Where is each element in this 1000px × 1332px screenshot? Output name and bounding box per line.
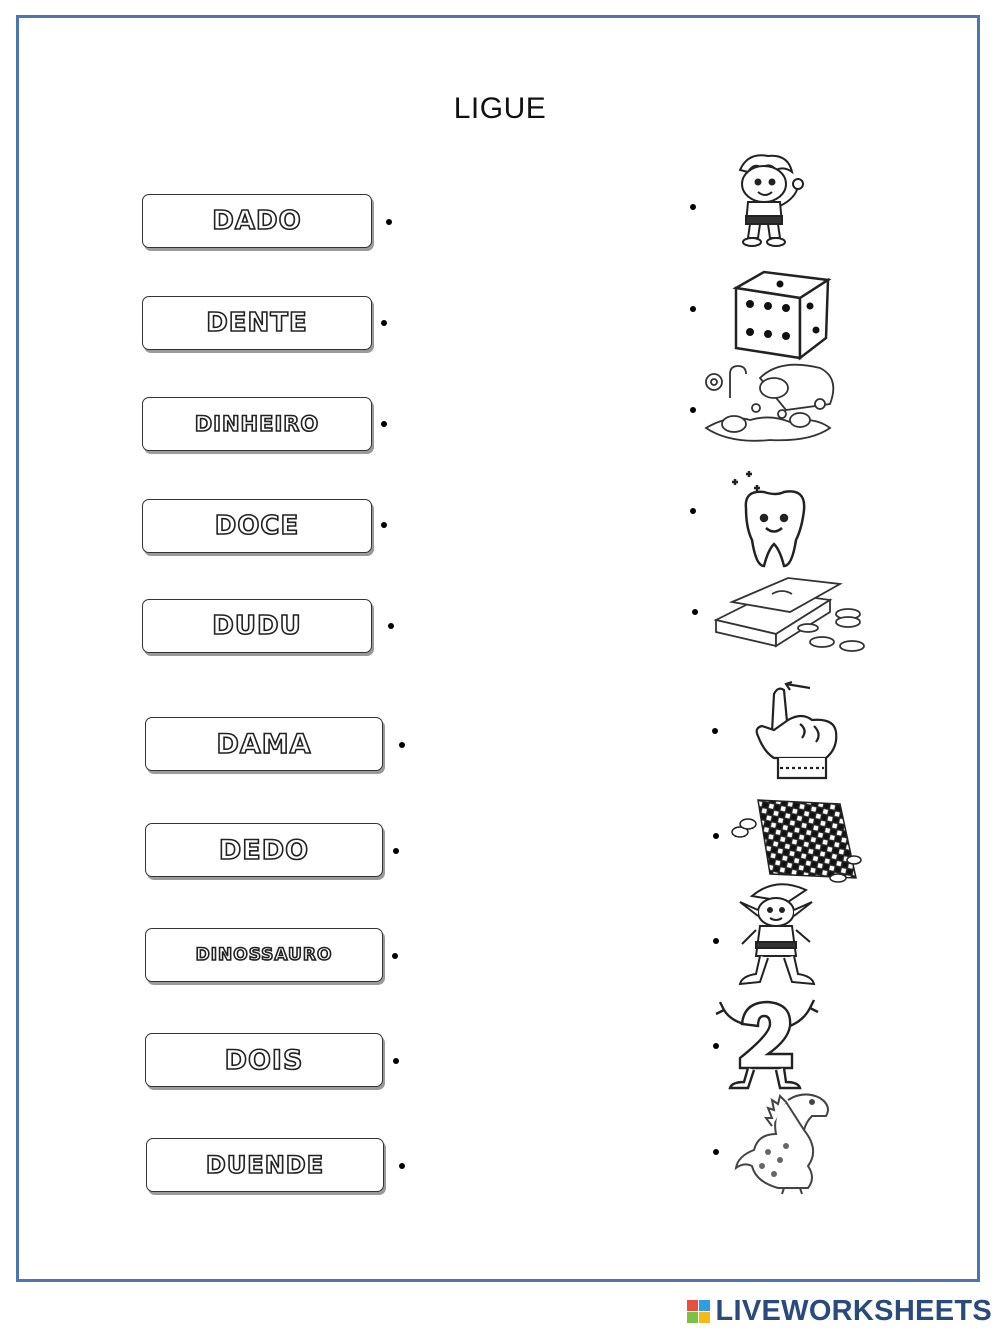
word-box-dudu bbox=[142, 599, 372, 653]
right-dot-1[interactable] bbox=[690, 204, 696, 210]
right-dot-2[interactable] bbox=[690, 306, 696, 312]
dice-icon bbox=[730, 266, 830, 362]
checkerboard-icon bbox=[728, 794, 863, 884]
logo-square bbox=[687, 1300, 698, 1311]
logo-square bbox=[699, 1312, 710, 1323]
elf-icon bbox=[732, 880, 822, 988]
logo-mark-icon bbox=[687, 1300, 710, 1323]
word-box-dinossauro bbox=[145, 928, 383, 982]
left-dot-dudu[interactable] bbox=[388, 623, 394, 629]
word-label: DINOSSAURO bbox=[195, 945, 333, 965]
left-dot-dado[interactable] bbox=[386, 219, 392, 225]
right-dot-5[interactable] bbox=[692, 609, 698, 615]
left-dot-duende[interactable] bbox=[399, 1163, 405, 1169]
left-dot-dedo[interactable] bbox=[393, 848, 399, 854]
number-two-icon bbox=[712, 996, 822, 1092]
left-dot-dama[interactable] bbox=[399, 742, 405, 748]
word-box-dedo bbox=[145, 823, 383, 877]
word-box-dente bbox=[142, 296, 372, 350]
word-box-dado bbox=[142, 194, 372, 248]
logo-square bbox=[687, 1312, 698, 1323]
right-dot-10[interactable] bbox=[713, 1149, 719, 1155]
candy-icon bbox=[690, 358, 850, 448]
dinosaur-icon bbox=[728, 1090, 838, 1195]
word-box-dois bbox=[145, 1033, 383, 1087]
word-label: DUDU bbox=[212, 611, 302, 641]
word-box-dinheiro bbox=[142, 397, 372, 451]
word-label: DINHEIRO bbox=[194, 412, 320, 436]
logo-square bbox=[699, 1300, 710, 1311]
word-label: DENTE bbox=[206, 308, 308, 338]
right-dot-6[interactable] bbox=[712, 728, 718, 734]
left-dot-dois[interactable] bbox=[393, 1058, 399, 1064]
left-dot-dinossauro[interactable] bbox=[392, 953, 398, 959]
word-label: DOIS bbox=[224, 1044, 304, 1076]
word-label: DEDO bbox=[218, 834, 310, 866]
word-box-dama bbox=[145, 717, 383, 771]
right-dot-8[interactable] bbox=[713, 938, 719, 944]
word-label: DOCE bbox=[214, 511, 300, 541]
right-dot-7[interactable] bbox=[713, 833, 719, 839]
boy-icon bbox=[718, 150, 818, 250]
page-title: LIGUE bbox=[453, 92, 547, 125]
liveworksheets-logo bbox=[687, 1294, 993, 1328]
word-box-doce bbox=[142, 499, 372, 553]
left-dot-dinheiro[interactable] bbox=[381, 421, 387, 427]
tooth-icon bbox=[724, 470, 824, 570]
left-dot-doce[interactable] bbox=[381, 522, 387, 528]
right-dot-4[interactable] bbox=[690, 508, 696, 514]
word-label: DUENDE bbox=[205, 1151, 325, 1179]
brand-name: LIVEWORKSHEETS bbox=[715, 1294, 992, 1327]
word-label: DADO bbox=[212, 206, 302, 236]
word-box-duende bbox=[146, 1138, 384, 1192]
left-dot-dente[interactable] bbox=[381, 320, 387, 326]
word-label: DAMA bbox=[216, 728, 312, 760]
money-icon bbox=[712, 572, 867, 662]
finger-icon bbox=[752, 682, 847, 782]
